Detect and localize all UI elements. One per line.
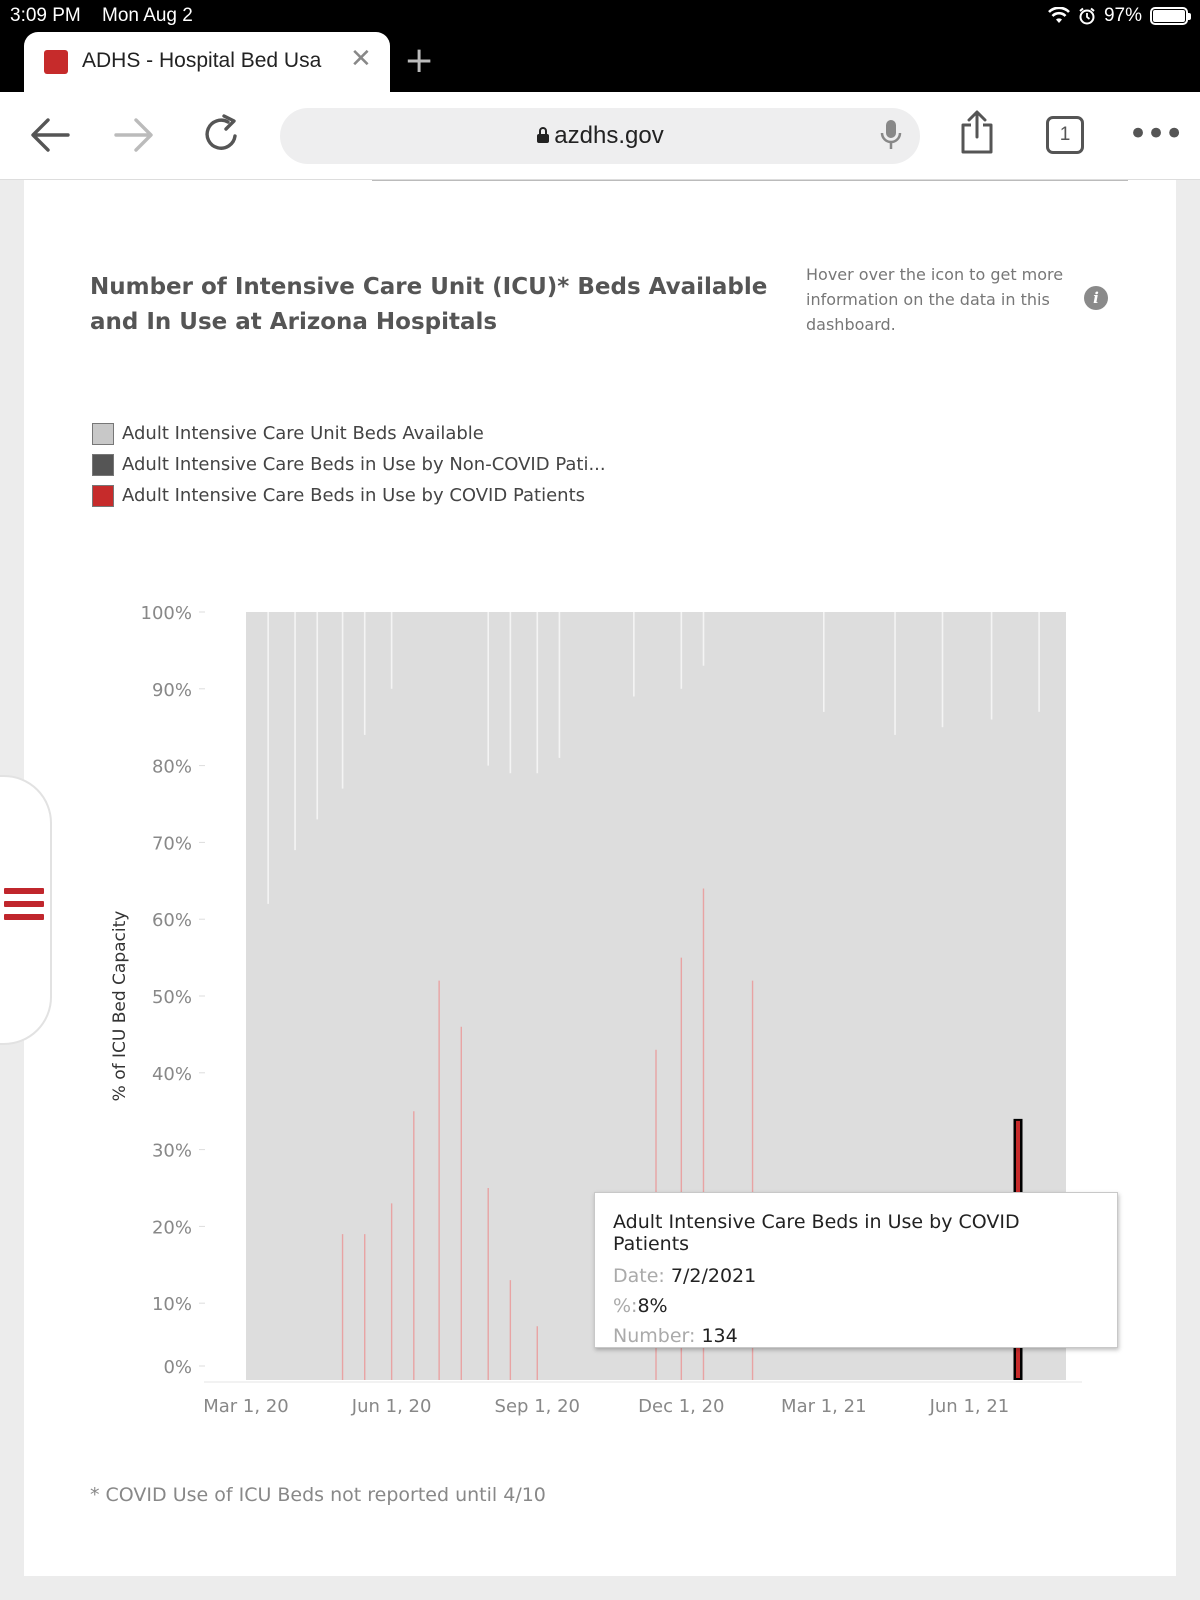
legend-label-available: Adult Intensive Care Unit Beds Available <box>122 423 484 444</box>
battery-icon <box>1150 7 1188 25</box>
y-tick-label-4: 40% <box>151 1063 192 1085</box>
y-tick-label-0: 0% <box>163 1357 192 1378</box>
more-menu-icon[interactable]: ••• <box>1128 114 1183 154</box>
y-tick-label-3: 30% <box>151 1140 192 1162</box>
lock-icon <box>536 126 550 144</box>
legend-label-covid: Adult Intensive Care Beds in Use by COVID Patients <box>122 485 585 506</box>
tab-count-button[interactable]: 1 <box>1046 116 1084 154</box>
y-tick-label-5: 50% <box>151 987 192 1008</box>
x-tick-label-3: Dec 1, 20 <box>638 1396 725 1417</box>
x-tick-label-5: Jun 1, 21 <box>929 1396 1010 1417</box>
y-tick-label-2: 20% <box>151 1217 192 1239</box>
url-text <box>280 122 920 150</box>
tab-strip <box>0 32 1200 92</box>
x-tick-label-0: Mar 1, 20 <box>203 1396 289 1417</box>
alarm-icon <box>1078 7 1096 25</box>
tooltip-number-row <box>613 1321 1099 1351</box>
hover-note: Hover over the icon to get more information on the data in this dashboard. <box>806 265 1064 334</box>
y-tick-label-6: 60% <box>151 910 192 932</box>
tooltip-number-label: Number: <box>613 1325 696 1347</box>
forward-button[interactable] <box>114 116 154 154</box>
reload-button[interactable] <box>202 114 240 154</box>
x-tick-label-1: Jun 1, 20 <box>351 1396 432 1417</box>
y-axis-title: % of ICU Bed Capacity <box>110 910 130 1102</box>
tooltip-pct-label: %: <box>613 1295 638 1317</box>
tooltip-pct-value: 8% <box>637 1295 668 1317</box>
dashboard-page <box>24 180 1176 1576</box>
y-tick-label-10: 100% <box>140 603 192 624</box>
microphone-icon[interactable] <box>880 118 902 152</box>
tooltip-title: Adult Intensive Care Beds in Use by COVID Patients <box>613 1211 1020 1255</box>
y-tick-label-9: 90% <box>151 679 192 701</box>
browser-tab[interactable] <box>24 32 390 92</box>
icu-capacity-chart <box>24 180 1176 1576</box>
browser-toolbar <box>0 92 1200 180</box>
x-tick-label-2: Sep 1, 20 <box>494 1396 581 1417</box>
tab-title: ADHS - Hospital Bed Usa <box>82 49 322 72</box>
info-icon[interactable]: i <box>1084 286 1108 310</box>
legend-label-non-covid: Adult Intensive Care Beds in Use by Non-COVID Pati... <box>122 454 606 475</box>
tooltip-pct-row <box>613 1291 1099 1321</box>
x-tick-label-4: Mar 1, 21 <box>781 1396 867 1417</box>
y-tick-label-7: 70% <box>151 833 192 855</box>
y-tick-label-1: 10% <box>151 1294 192 1316</box>
hamburger-menu-icon[interactable] <box>4 888 44 927</box>
close-tab-icon[interactable]: ✕ <box>350 44 372 74</box>
site-favicon-icon <box>44 50 68 74</box>
new-tab-button[interactable]: + <box>404 40 435 81</box>
chart-tooltip <box>594 1192 1118 1348</box>
url-domain: azdhs.gov <box>554 122 664 149</box>
tooltip-date-row <box>613 1261 1099 1291</box>
chart-footnote: * COVID Use of ICU Beds not reported until 4/10 <box>90 1484 546 1506</box>
back-button[interactable] <box>30 116 70 154</box>
tooltip-number-value: 134 <box>701 1325 738 1347</box>
share-button[interactable] <box>960 110 994 154</box>
y-tick-label-8: 80% <box>151 756 192 778</box>
wifi-icon <box>1048 7 1070 25</box>
battery-percent: 97% <box>1103 5 1142 26</box>
status-date: Mon Aug 2 <box>102 5 193 26</box>
status-time: 3:09 PM <box>10 5 81 26</box>
status-bar <box>0 0 1200 32</box>
chart-title: Number of Intensive Care Unit (ICU)* Beds Available and In Use at Arizona Hospitals <box>90 274 768 335</box>
status-right <box>1048 5 1188 27</box>
tooltip-date-value: 7/2/2021 <box>670 1265 757 1287</box>
address-bar[interactable] <box>280 108 920 164</box>
tooltip-date-label: Date: <box>613 1265 665 1287</box>
